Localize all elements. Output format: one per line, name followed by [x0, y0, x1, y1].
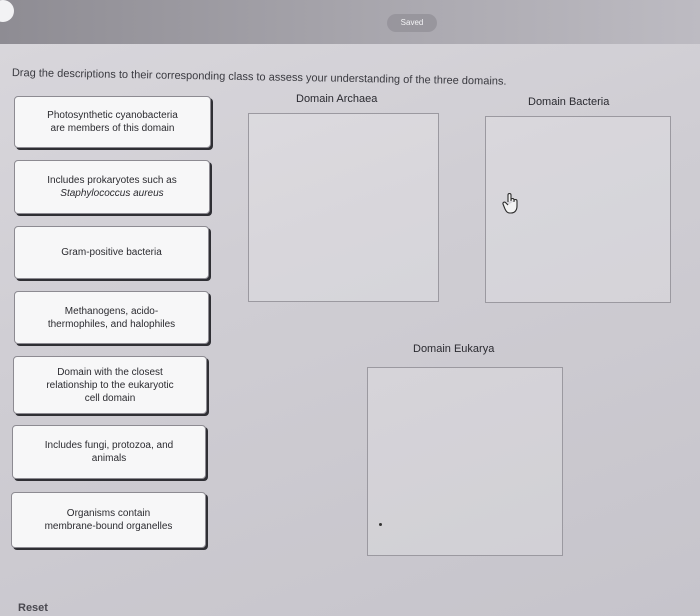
card-line: Methanogens, acido-	[64, 305, 159, 317]
card-line: Includes prokaryotes such as	[47, 175, 177, 186]
reset-button[interactable]: Reset	[18, 602, 48, 614]
card-line: Includes fungi, protozoa, and	[44, 440, 174, 451]
zone-label-bacteria: Domain Bacteria	[528, 96, 610, 108]
card-line: Gram-positive bacteria	[61, 247, 162, 258]
draggable-card-closest-relationship[interactable]	[13, 356, 207, 414]
draggable-card-cyanobacteria[interactable]	[14, 96, 211, 148]
card-text	[46, 366, 173, 405]
card-line: membrane-bound organelles	[44, 521, 173, 532]
card-text	[48, 305, 175, 331]
zone-label-eukarya: Domain Eukarya	[413, 343, 495, 355]
dropzone-eukarya[interactable]	[367, 367, 563, 556]
draggable-card-staphylococcus[interactable]	[14, 160, 210, 214]
card-line: are members of this domain	[50, 123, 175, 134]
card-text	[45, 439, 173, 465]
card-line: Organisms contain	[66, 508, 151, 519]
card-line: relationship to the eukaryotic	[46, 379, 174, 391]
instruction-text: Drag the descriptions to their corresponding class to assess your understanding of the three domains.	[11, 67, 507, 88]
card-text	[47, 109, 178, 135]
card-text	[45, 507, 173, 533]
card-text	[61, 246, 162, 259]
top-bar	[0, 0, 700, 44]
card-line: animals	[91, 453, 127, 464]
draggable-card-organelles[interactable]	[11, 492, 206, 548]
draggable-card-gram-positive[interactable]	[14, 226, 209, 279]
circle-icon	[0, 0, 14, 22]
card-text	[47, 174, 177, 200]
card-line: Staphylococcus aureus	[60, 188, 164, 199]
dropzone-archaea[interactable]	[248, 113, 439, 302]
draggable-card-fungi-protozoa[interactable]	[12, 425, 206, 479]
hand-pointer-icon	[502, 192, 520, 214]
card-line: cell domain	[84, 392, 136, 404]
card-line: thermophiles, and halophiles	[47, 318, 176, 330]
draggable-card-methanogens[interactable]	[14, 291, 209, 344]
zone-label-archaea: Domain Archaea	[296, 93, 378, 105]
mark-dot	[379, 523, 382, 526]
card-line: Domain with the closest	[57, 366, 163, 378]
card-line: Photosynthetic cyanobacteria	[47, 110, 178, 121]
saved-status-badge: Saved	[387, 14, 437, 32]
